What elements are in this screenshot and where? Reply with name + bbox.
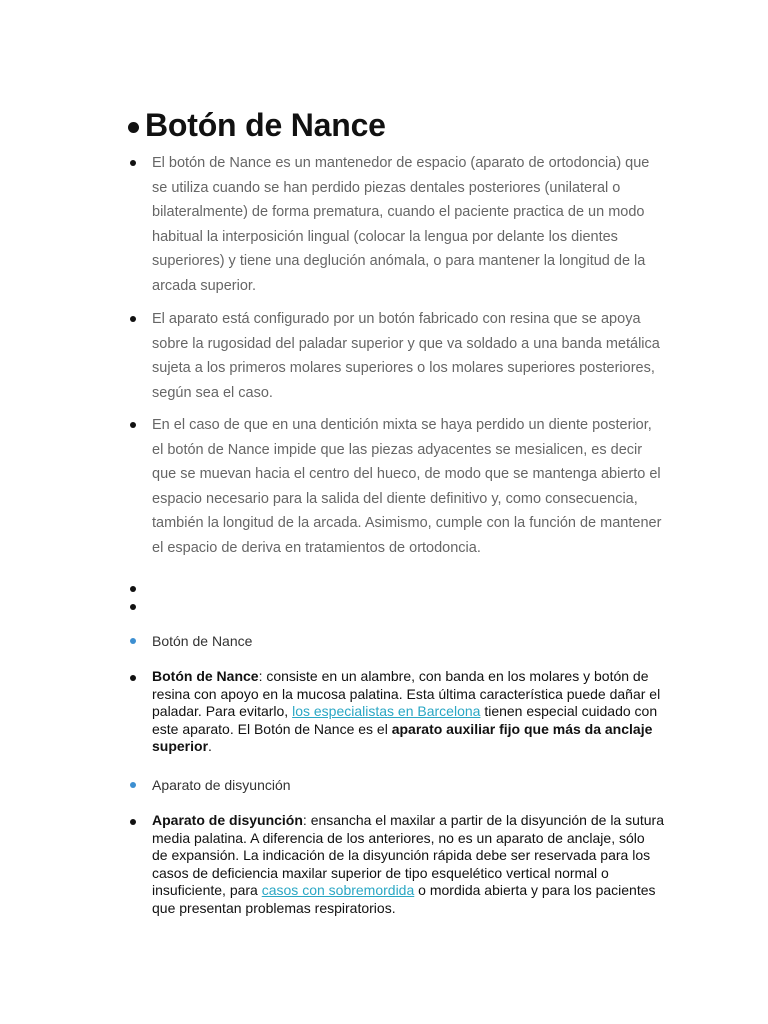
- definition-item: [152, 812, 664, 917]
- bold-emphasis: aparato auxiliar fijo que más da anclaje superior: [152, 720, 653, 754]
- term: Aparato de disyunción: [152, 812, 303, 828]
- section-heading: Botón de Nance: [152, 633, 253, 649]
- blue-bullet-icon: [130, 782, 136, 788]
- paragraph-item: El aparato está configurado por un botón fabricado con resina que se apoya sobre la rugosidad del paladar superior y que va soldado a una banda metálica sujeta a los primeros molares superiores o los molares superiores posteriores, según sea el caso.: [152, 311, 660, 401]
- definition-text: o mordida abierta y para los pacientes que presentan problemas respiratorios.: [152, 882, 656, 916]
- overbite-cases-link[interactable]: casos con sobremordida: [261, 882, 415, 898]
- definition-text: : consiste en un alambre, con banda en los molares y botón de resina con apoyo en la mucosa palatina. Esta última característica puede dañar el paladar. Para evitarlo,: [152, 668, 661, 719]
- empty-bullet-icon: [130, 604, 136, 610]
- bullet-icon: [130, 422, 136, 428]
- blue-bullet-icon: [130, 638, 136, 644]
- bullet-icon: [128, 122, 139, 133]
- bullet-icon: [130, 675, 136, 681]
- definition-item: [152, 668, 664, 756]
- bullet-icon: [130, 160, 136, 166]
- bullet-icon: [130, 316, 136, 322]
- definition-text: .: [208, 738, 212, 754]
- paragraph-item: En el caso de que en una dentición mixta se haya perdido un diente posterior, el botón de Nance impide que las piezas adyacentes se mesialicen, es decir que se muevan hacia el centro del hueco, de modo que se mantenga abierto el espacio necesario para la salida del diente definitivo y, como consecuencia, también la longitud de la arcada. Asimismo, cumple con la función de mantener el espacio de deriva en tratamientos de ortodoncia.: [152, 417, 662, 556]
- page-title: Botón de Nance: [145, 106, 386, 143]
- section-heading: Aparato de disyunción: [152, 777, 291, 793]
- paragraph-item: El botón de Nance es un mantenedor de espacio (aparato de ortodoncia) que se utiliza cuando se han perdido piezas dentales posteriores (unilateral o bilateralmente) de forma prematura, cuando el paciente practica de un modo habitual la interposición lingual (colocar la lengua por delante los dientes superiores) y tiene una deglución anómala, o para mantener la longitud de la arcada superior.: [152, 155, 650, 294]
- definition-text: : ensancha el maxilar a partir de la disyunción de la sutura media palatina. A diferencia de los anteriores, no es un aparato de anclaje, sólo de expansión. La indicación de la disyunción rápida debe ser reservada para los casos de deficiencia maxilar superior de tipo esquelético vertical normal o insuficiente, para: [152, 812, 665, 898]
- term: Botón de Nance: [152, 668, 259, 684]
- empty-bullet-icon: [130, 586, 136, 592]
- specialists-link[interactable]: los especialistas en Barcelona: [292, 703, 481, 719]
- bullet-icon: [130, 819, 136, 825]
- title-row: [128, 103, 386, 147]
- definition-text: tienen especial cuidado con este aparato. El Botón de Nance es el: [152, 703, 658, 737]
